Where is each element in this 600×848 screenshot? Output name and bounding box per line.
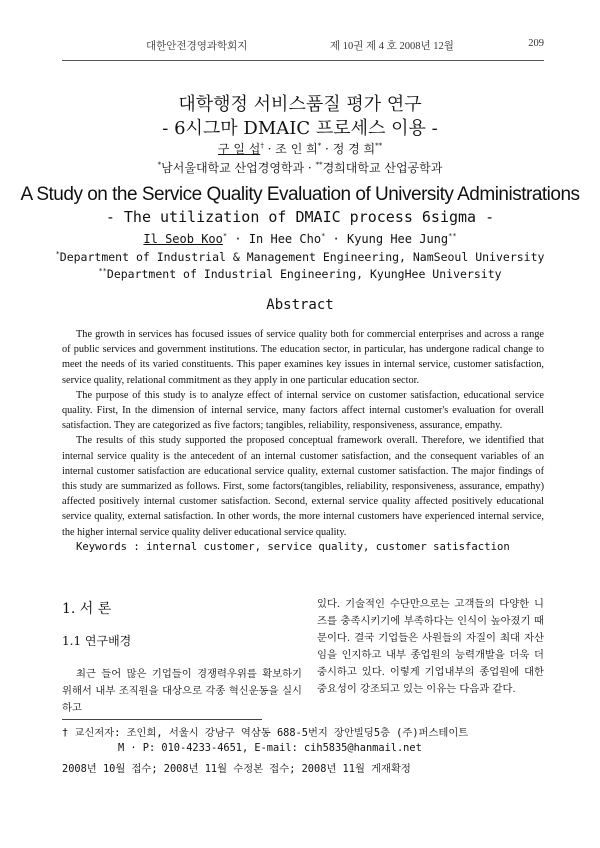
subsection-heading: 1.1 연구배경 — [62, 634, 132, 648]
left-column-paragraph: 최근 들어 많은 기업들이 경쟁력우위를 확보하기 위해서 내부 조직원을 대상으로 각종 혁신운동을 실시하고 — [62, 668, 302, 714]
footnote-mark: † — [62, 727, 69, 739]
left-column-text — [62, 666, 302, 717]
english-author-1-mark: * — [222, 232, 228, 240]
abstract-paragraph-3: The results of this study supported the proposed conceptual framework overall. Therefore, we identified that internal service quality is the antecedent of an internal customer satisfaction, and the consequent variables of an internal customer satisfaction are educational service quality, external customer satisfaction. The major findings of this study are summarized as follows. First, some factors(tangibles, reliability, responsiveness, assurance, empathy) affected positively internal customer satisfaction. Second, external service quality affected positively educational service quality, external satisfaction. In other words, the more internal customers have experienced internal service, the higher internal service quality deliver educational service quality. — [62, 435, 544, 538]
korean-affil-1-mark: * — [157, 161, 162, 169]
author-separator: · — [332, 232, 340, 246]
korean-authors — [0, 140, 600, 157]
english-authors — [0, 232, 600, 246]
footnote-line-1 — [62, 724, 468, 739]
korean-author-1: 구 일 섭 — [217, 142, 261, 156]
corresponding-author: 교신저자: 조인희, 서울시 강남구 역삼동 688-5번지 장안빌딩5층 (주)퍼스테이트 — [74, 727, 469, 739]
abstract-heading: Abstract — [266, 297, 334, 313]
journal-name: 대한안전경영과학회지 — [146, 41, 248, 52]
author-separator: · — [267, 142, 272, 156]
korean-affil-1: 남서울대학교 산업경영학과 — [161, 161, 305, 175]
page-number: 209 — [528, 38, 544, 49]
author-separator: · — [325, 142, 329, 156]
abstract-paragraph-1: The growth in services has focused issues of service quality both for commercial enterprises and across a range of public services and government institutions. The education sector, in particular, has undergone radical change to meet the needs of its varied constituents. This paper examines key issues in internal service, customer satisfaction, service quality, relational commitment as they apply in one particular education sector. — [62, 329, 544, 386]
korean-author-1-mark: † — [260, 142, 264, 150]
footnote-rule — [62, 719, 262, 720]
footnote-line-3: 2008년 10월 접수; 2008년 11월 수정본 접수; 2008년 11월 게재확정 — [62, 763, 411, 775]
english-dept-1: Department of Industrial & Management Engineering, NamSeoul University — [59, 250, 545, 264]
korean-author-2: 조 인 희 — [275, 142, 318, 156]
english-department-1 — [0, 250, 600, 264]
header-rule — [62, 60, 544, 61]
keywords: Keywords : internal customer, service quality, customer satisfaction — [76, 540, 510, 553]
right-column-text: 있다. 기술적인 수단만으로는 고객들의 다양한 니즈를 충족시키기에 부족하다는 인식이 높아졌기 때문이다. 결국 기업들은 사원들의 자질이 최대 자산임을 인지하고 내부 종업원의 능력개발을 더욱 더 중시하고 있다. 이렇게 기업내부의 종업원에 대한 중요성이 강조되고 있는 이유는 다음과 같다. — [317, 598, 544, 695]
korean-author-3-mark: ** — [375, 142, 383, 150]
korean-affiliations — [0, 159, 600, 176]
korean-subtitle: - 6시그마 DMAIC 프로세스 이용 - — [162, 118, 438, 139]
korean-author-3: 정 경 희 — [332, 142, 376, 156]
english-title: A Study on the Service Quality Evaluation of University Administrations — [20, 184, 580, 205]
korean-affil-2: 경희대학교 산업공학과 — [322, 161, 443, 175]
korean-affil-2-mark: ** — [315, 161, 323, 169]
english-dept-2: Department of Industrial Engineering, KyungHee University — [106, 267, 502, 281]
footnote-line-2: M · P: 010-4233-4651, E-mail: cih5835@hanmail.net — [118, 742, 422, 754]
abstract-paragraph-2: The purpose of this study is to analyze effect of internal service on customer satisfaction, educational service quality. First, In the dimension of internal service, many factors affect internal customer's evaluation for overall satisfaction. They are categorized as five factors; tangibles, reliability, responsiveness, assurance, empathy. — [62, 389, 544, 432]
abstract-body — [62, 327, 544, 555]
english-dept-1-mark: * — [55, 250, 60, 259]
section-heading: 1. 서 론 — [62, 601, 112, 617]
issue-info: 제 10권 제 4 호 2008년 12월 — [330, 41, 454, 52]
english-author-3-mark: ** — [448, 232, 457, 240]
affil-separator: · — [307, 161, 312, 175]
english-subtitle: - The utilization of DMAIC process 6sigma - — [105, 208, 495, 226]
english-department-2 — [0, 267, 600, 281]
english-author-3: Kyung Hee Jung — [346, 232, 449, 246]
english-author-2-mark: * — [321, 232, 326, 240]
english-author-1: Il Seob Koo — [143, 232, 223, 246]
author-separator: · — [234, 232, 242, 246]
korean-author-2-mark: * — [317, 142, 322, 150]
korean-title: 대학행정 서비스품질 평가 연구 — [178, 94, 422, 115]
english-author-2: In Hee Cho — [248, 232, 322, 246]
english-dept-2-mark: ** — [98, 267, 107, 276]
